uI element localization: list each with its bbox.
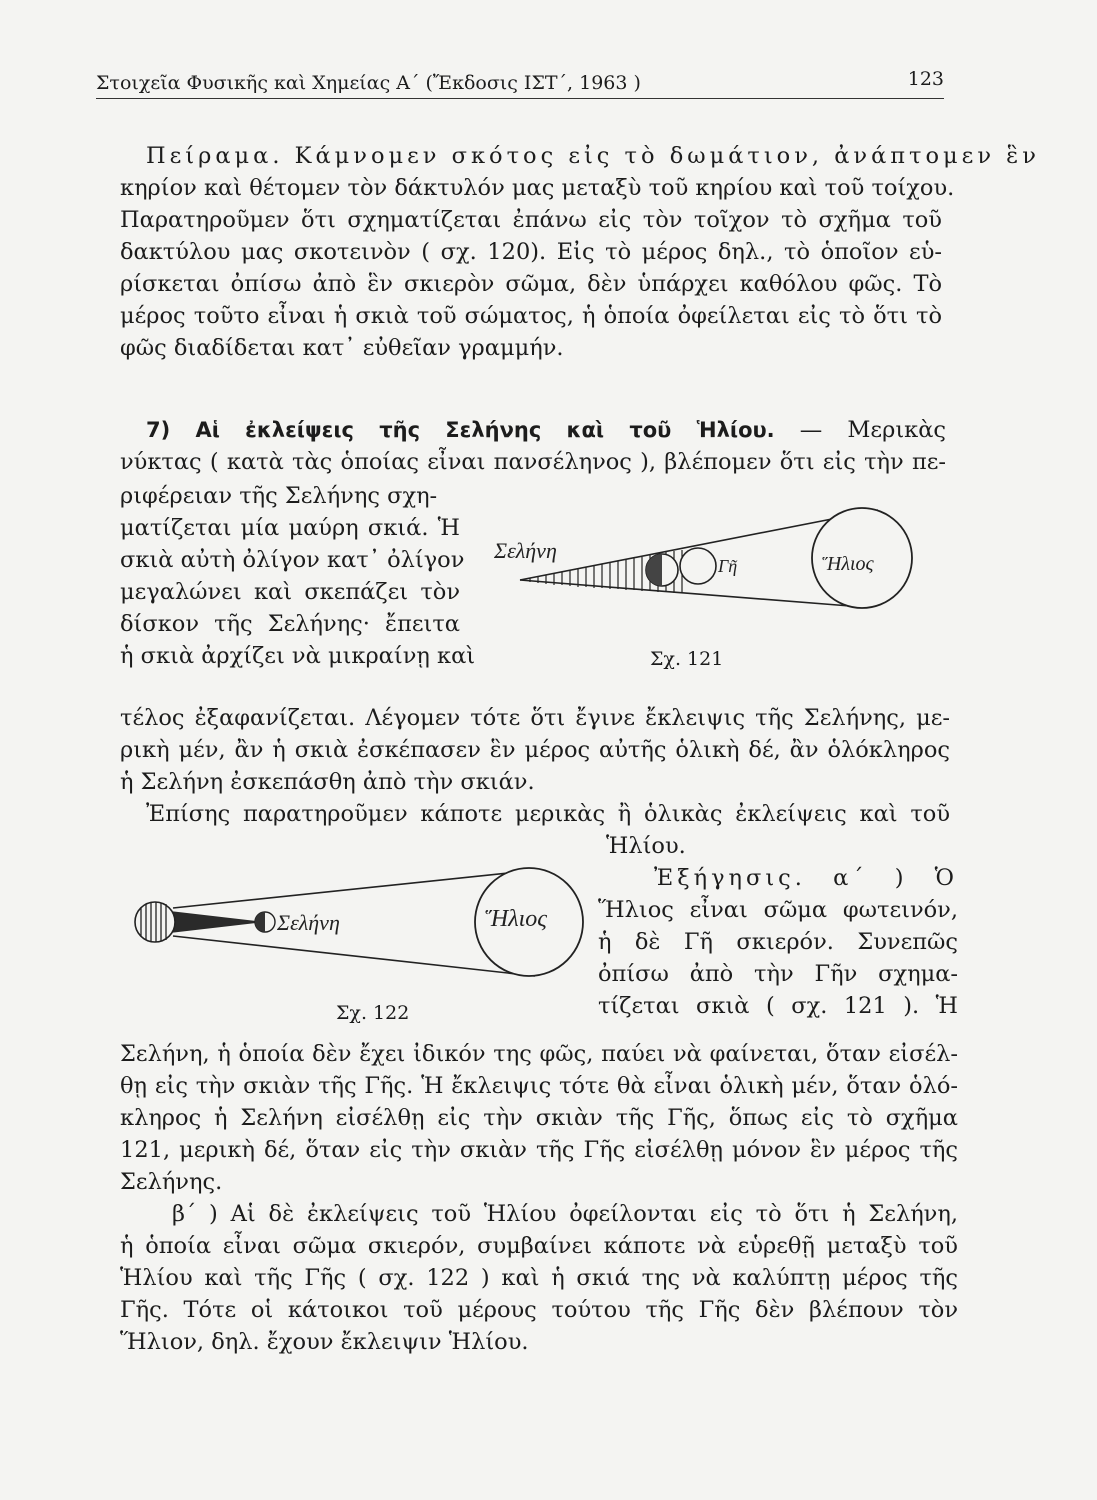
earth-circle — [680, 548, 716, 584]
label-moon: Σελήνη — [494, 538, 557, 563]
figure-121-caption: Σχ. 121 — [650, 648, 724, 670]
experiment-paragraph — [120, 140, 1040, 364]
text-line: νύκτας ( κατὰ τὰς ὁποίας εἶναι πανσέληνος ), βλέπομεν ὅτι εἰς τὴν πε- — [120, 449, 946, 475]
heading-continuation: — Μερικὰς — [799, 417, 946, 443]
text-line: κληρος ἡ Σελήνη εἰσέλθῃ εἰς τὴν σκιὰν τῆς Γῆς, ὅπως εἰς τὸ σχῆμα — [120, 1105, 958, 1131]
narrow-column — [120, 480, 476, 672]
text-line: Ἡλίου. — [606, 833, 686, 859]
text-line: Ἐπίσης παρατηροῦμεν κάποτε μερικὰς ἢ ὁλικὰς ἐκλείψεις καὶ τοῦ — [146, 801, 950, 827]
running-header — [96, 68, 944, 96]
text-line: Σελήνης. — [120, 1169, 223, 1195]
text-line: μέρος τοῦτο εἶναι ἡ σκιὰ τοῦ σώματος, ἡ ὁποία ὀφείλεται εἰς τὸ ὅτι τὸ — [120, 303, 942, 329]
text-line: ρίσκεται ὀπίσω ἀπὸ ἓν σκιερὸν σῶμα, δὲν ὑπάρχει καθόλου φῶς. Τὸ — [120, 271, 942, 297]
text-line: Σελήνη, ἡ ὁποία δὲν ἔχει ἰδικόν της φῶς, παύει νὰ φαίνεται, ὅταν εἰσέλ- — [120, 1041, 958, 1067]
text-line: τίζεται σκιὰ ( σχ. 121 ). Ἡ — [598, 993, 958, 1019]
section-7 — [120, 414, 946, 478]
text-line: ἡ σκιὰ ἀρχίζει νὰ μικραίνῃ καὶ — [120, 643, 476, 669]
explanation-heading-line: Ἐξήγησις. α΄ ) Ὁ — [654, 865, 958, 891]
page-number: 123 — [907, 68, 944, 90]
section-heading: 7) Αἱ ἐκλείψεις τῆς Σελήνης καὶ τοῦ Ἡλίου. — [146, 418, 775, 442]
text-line: ρικὴ μέν, ἂν ἡ σκιὰ ἐσκέπασεν ἓν μέρος αὐτῆς ὁλικὴ δέ, ἂν ὁλόκληρος — [120, 737, 950, 763]
text-line: φῶς διαδίδεται κατ᾽ εὐθεῖαν γραμμήν. — [120, 335, 564, 361]
text-line: ὀπίσω ἀπὸ τὴν Γῆν σχημα- — [598, 961, 958, 987]
text-line: ριφέρειαν τῆς Σελήνης σχη- — [120, 483, 438, 509]
text-line: Πείραμα. Κάμνομεν σκότος εἰς τὸ δωμάτιον, ἀνάπτομεν ἓν — [146, 143, 1040, 169]
moon-shaded-half — [255, 912, 265, 932]
text-line: Γῆς. Τότε οἱ κάτοικοι τοῦ μέρους τούτου τῆς Γῆς δὲν βλέπουν τὸν — [120, 1297, 958, 1323]
header-title: Στοιχεῖα Φυσικῆς καὶ Χημείας Α΄ (Ἔκδοσις ΙΣΤ΄, 1963 ) — [96, 72, 641, 94]
text-line: Ἥλιον, δηλ. ἔχουν ἔκλειψιν Ἡλίου. — [120, 1329, 529, 1355]
text-line: θῃ εἰς τὴν σκιὰν τῆς Γῆς. Ἡ ἔκλειψις τότε θὰ εἶναι ὁλικὴ μέν, ὅταν ὁλό- — [120, 1073, 958, 1099]
text-line: τέλος ἐξαφανίζεται. Λέγομεν τότε ὅτι ἔγινε ἔκλειψις τῆς Σελήνης, με- — [120, 705, 950, 731]
text-line: ἡ δὲ Γῆ σκιερόν. Συνεπῶς — [598, 929, 958, 955]
explanation-right-column — [598, 862, 958, 1022]
text-line: μεγαλώνει καὶ σκεπάζει τὸν — [120, 579, 460, 605]
text-line: δακτύλου μας σκοτεινὸν ( σχ. 120). Εἰς τὸ μέρος δηλ., τὸ ὁποῖον εὑ- — [120, 239, 942, 265]
explanation-body — [120, 1038, 958, 1358]
header-rule — [96, 98, 944, 99]
text-line: σκιὰ αὐτὴ ὀλίγον κατ᾽ ὀλίγον — [120, 547, 465, 573]
text-line: β΄ ) Αἱ δὲ ἐκλείψεις τοῦ Ἡλίου ὀφείλονται εἰς τὸ ὅτι ἡ Σελήνη, — [172, 1201, 958, 1227]
label-sun: Ἥλιος — [822, 553, 874, 575]
text-line: ματίζεται μία μαύρη σκιά. Ἡ — [120, 515, 460, 541]
text-line: Παρατηροῦμεν ὅτι σχηματίζεται ἐπάνω εἰς τὸν τοῖχον τὸ σχῆμα τοῦ — [120, 207, 942, 233]
text-line: ἡ ὁποία εἶναι σῶμα σκιερόν, συμβαίνει κάποτε νὰ εὑρεθῇ μεταξὺ τοῦ — [120, 1233, 958, 1259]
text-line: 121, μερικὴ δέ, ὅταν εἰς τὴν σκιὰν τῆς Γῆς εἰσέλθῃ μόνον ἓν μέρος τῆς — [120, 1137, 958, 1163]
figure-122-caption: Σχ. 122 — [336, 1002, 410, 1024]
section-7-continued — [120, 702, 950, 830]
label-sun: Ἥλιος — [485, 906, 547, 932]
text-line: δίσκον τῆς Σελήνης· ἔπειτα — [120, 611, 460, 637]
text-line: κηρίον καὶ θέτομεν τὸν δάκτυλόν μας μεταξὺ τοῦ κηρίου καὶ τοῦ τοίχου. — [120, 175, 955, 201]
label-moon: Σελήνη — [277, 910, 340, 935]
label-earth: Γῆ — [718, 556, 738, 576]
text-line: Ἥλιος εἶναι σῶμα φωτεινόν, — [598, 897, 958, 923]
moon-shaded-half — [646, 554, 662, 586]
section-heading-line — [120, 414, 946, 446]
text-line: ἡ Σελήνη ἐσκεπάσθη ἀπὸ τὴν σκιάν. — [120, 769, 535, 795]
figure-122 — [125, 862, 595, 1012]
text-line: Ἡλίου καὶ τῆς Γῆς ( σχ. 122 ) καὶ ἡ σκιά της νὰ καλύπτῃ μέρος τῆς — [120, 1265, 958, 1291]
moon-umbra-cone — [161, 910, 265, 934]
